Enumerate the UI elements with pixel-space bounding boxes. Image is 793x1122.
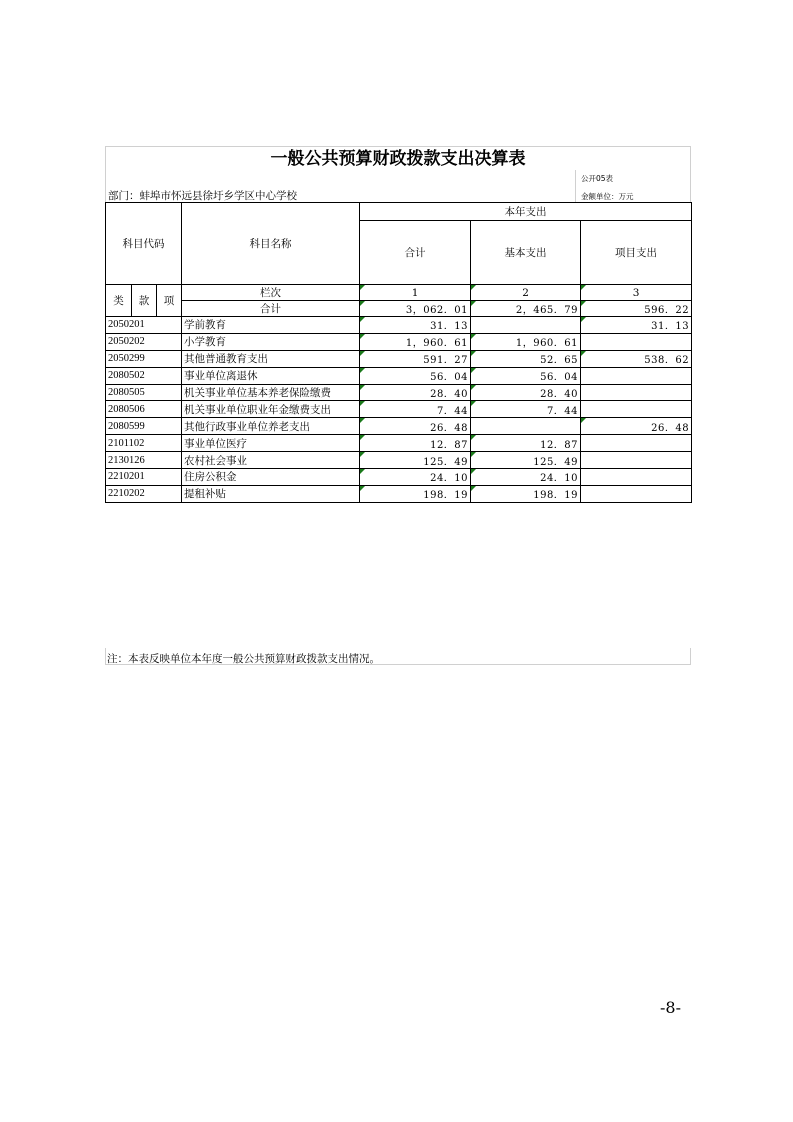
row-code: 2080506 xyxy=(106,401,182,418)
row-project xyxy=(581,435,692,452)
row-basic: 28．40 xyxy=(471,384,581,401)
row-project: 538．62 xyxy=(581,350,692,367)
row-code: 2101102 xyxy=(106,435,182,452)
header-project: 项目支出 xyxy=(581,221,692,285)
table-row xyxy=(106,317,692,334)
department-label: 部门：蚌埠市怀远县徐圩乡学区中心学校 xyxy=(108,190,297,202)
row-code: 2080599 xyxy=(106,418,182,435)
row-basic xyxy=(471,418,581,435)
row-project: 26．48 xyxy=(581,418,692,435)
page-number: -8- xyxy=(660,998,681,1017)
row-total: 7．44 xyxy=(360,401,471,418)
row-project xyxy=(581,333,692,350)
row-name: 机关事业单位基本养老保险缴费 xyxy=(182,384,360,401)
row-basic xyxy=(471,317,581,334)
row-basic: 125．49 xyxy=(471,452,581,469)
header-basic: 基本支出 xyxy=(471,221,581,285)
table-row xyxy=(106,485,692,502)
row-code: 2050202 xyxy=(106,333,182,350)
row-total: 31．13 xyxy=(360,317,471,334)
row-basic: 24．10 xyxy=(471,469,581,486)
row-total: 24．10 xyxy=(360,469,471,486)
row-total: 12．87 xyxy=(360,435,471,452)
meta-row-form-no xyxy=(105,170,691,186)
row-basic: 56．04 xyxy=(471,367,581,384)
row-project xyxy=(581,485,692,502)
row-project xyxy=(581,469,692,486)
column-index-1: 1 xyxy=(360,285,471,301)
row-code: 2080505 xyxy=(106,384,182,401)
header-column-label: 栏次 xyxy=(182,285,360,301)
header-xiang: 项 xyxy=(157,285,182,317)
row-name: 住房公积金 xyxy=(182,469,360,486)
divider xyxy=(575,186,576,202)
expenditure-table xyxy=(105,202,692,503)
row-code: 2210201 xyxy=(106,469,182,486)
row-name: 提租补贴 xyxy=(182,485,360,502)
table-row xyxy=(106,384,692,401)
header-total: 合计 xyxy=(360,221,471,285)
row-project xyxy=(581,367,692,384)
header-lei: 类 xyxy=(106,285,132,317)
amount-unit: 金额单位：万元 xyxy=(581,192,634,201)
row-project xyxy=(581,452,692,469)
row-name: 其他行政事业单位养老支出 xyxy=(182,418,360,435)
column-index-3: 3 xyxy=(581,285,692,301)
row-total: 198．19 xyxy=(360,485,471,502)
table-note: 注：本表反映单位本年度一般公共预算财政拨款支出情况。 xyxy=(107,653,380,665)
total-row-basic: 2，465．79 xyxy=(471,301,581,317)
table-row xyxy=(106,435,692,452)
header-code: 科目代码 xyxy=(106,203,182,285)
table-row xyxy=(106,333,692,350)
row-name: 农村社会事业 xyxy=(182,452,360,469)
row-name: 小学教育 xyxy=(182,333,360,350)
row-total: 28．40 xyxy=(360,384,471,401)
report-title: 一般公共预算财政拨款支出决算表 xyxy=(105,146,691,170)
table-row xyxy=(106,469,692,486)
row-code: 2080502 xyxy=(106,367,182,384)
total-row-label: 合计 xyxy=(182,301,360,317)
row-name: 事业单位医疗 xyxy=(182,435,360,452)
header-kuan: 款 xyxy=(132,285,157,317)
row-name: 学前教育 xyxy=(182,317,360,334)
row-total: 1，960．61 xyxy=(360,333,471,350)
row-code: 2050299 xyxy=(106,350,182,367)
row-project: 31．13 xyxy=(581,317,692,334)
row-total: 591．27 xyxy=(360,350,471,367)
row-project xyxy=(581,401,692,418)
table-row xyxy=(106,367,692,384)
row-total: 26．48 xyxy=(360,418,471,435)
table-row xyxy=(106,350,692,367)
row-project xyxy=(581,384,692,401)
row-basic: 52．65 xyxy=(471,350,581,367)
table-row xyxy=(106,418,692,435)
row-code: 2210202 xyxy=(106,485,182,502)
row-name: 事业单位离退休 xyxy=(182,367,360,384)
row-basic: 1，960．61 xyxy=(471,333,581,350)
column-index-2: 2 xyxy=(471,285,581,301)
row-total: 125．49 xyxy=(360,452,471,469)
table-row xyxy=(106,452,692,469)
header-current-year: 本年支出 xyxy=(360,203,692,221)
row-basic: 12．87 xyxy=(471,435,581,452)
divider xyxy=(575,170,576,186)
row-basic: 7．44 xyxy=(471,401,581,418)
header-name: 科目名称 xyxy=(182,203,360,285)
total-row-total: 3，062．01 xyxy=(360,301,471,317)
row-code: 2130126 xyxy=(106,452,182,469)
total-row-project: 596．22 xyxy=(581,301,692,317)
row-basic: 198．19 xyxy=(471,485,581,502)
row-code: 2050201 xyxy=(106,317,182,334)
table-row xyxy=(106,401,692,418)
meta-row-department xyxy=(105,186,691,202)
form-number: 公开05表 xyxy=(581,174,614,183)
row-name: 其他普通教育支出 xyxy=(182,350,360,367)
row-name: 机关事业单位职业年金缴费支出 xyxy=(182,401,360,418)
row-total: 56．04 xyxy=(360,367,471,384)
